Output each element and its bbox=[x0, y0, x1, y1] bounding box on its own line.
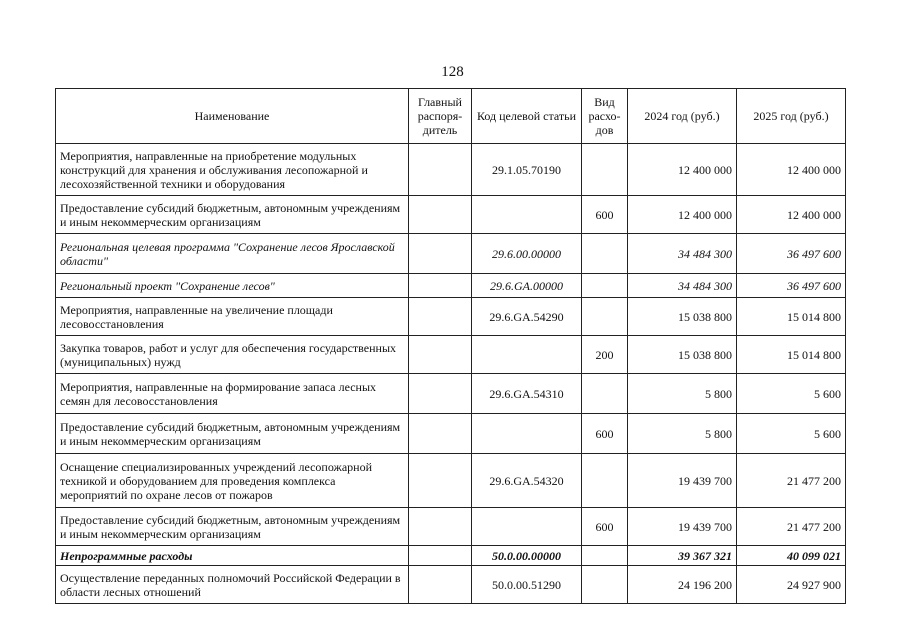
table-row bbox=[56, 454, 846, 508]
cell-expense-type bbox=[582, 234, 628, 274]
cell-name: Мероприятия, направленные на увеличение площади лесовосстановления bbox=[56, 298, 409, 336]
cell-2025: 15 014 800 bbox=[737, 336, 846, 374]
cell-manager bbox=[409, 144, 472, 196]
cell-name: Региональная целевая программа "Сохранение лесов Ярославской области" bbox=[56, 234, 409, 274]
table-row bbox=[56, 274, 846, 298]
cell-manager bbox=[409, 298, 472, 336]
header-2024: 2024 год (руб.) bbox=[628, 89, 737, 144]
cell-code: 29.1.05.70190 bbox=[472, 144, 582, 196]
cell-name: Мероприятия, направленные на формирование запаса лесных семян для лесовосстановления bbox=[56, 374, 409, 414]
cell-2025: 36 497 600 bbox=[737, 274, 846, 298]
cell-2024: 39 367 321 bbox=[628, 546, 737, 566]
cell-2025: 36 497 600 bbox=[737, 234, 846, 274]
cell-manager bbox=[409, 508, 472, 546]
cell-expense-type: 600 bbox=[582, 196, 628, 234]
cell-name: Мероприятия, направленные на приобретение модульных конструкций для хранения и обслуживания лесопожарной и лесохозяйственной техники и оборудования bbox=[56, 144, 409, 196]
cell-code: 50.0.00.51290 bbox=[472, 566, 582, 604]
cell-name: Осуществление переданных полномочий Российской Федерации в области лесных отношений bbox=[56, 566, 409, 604]
cell-code: 29.6.GA.00000 bbox=[472, 274, 582, 298]
cell-2025: 5 600 bbox=[737, 374, 846, 414]
table-row bbox=[56, 374, 846, 414]
cell-name: Непрограммные расходы bbox=[56, 546, 409, 566]
page-number: 128 bbox=[441, 64, 464, 80]
header-code: Код целевой статьи bbox=[472, 89, 582, 144]
table-header-row bbox=[56, 89, 846, 144]
cell-manager bbox=[409, 546, 472, 566]
cell-code bbox=[472, 196, 582, 234]
cell-code bbox=[472, 414, 582, 454]
cell-2025: 12 400 000 bbox=[737, 144, 846, 196]
cell-expense-type bbox=[582, 546, 628, 566]
cell-code: 29.6.00.00000 bbox=[472, 234, 582, 274]
cell-name: Закупка товаров, работ и услуг для обеспечения государственных (муниципальных) нужд bbox=[56, 336, 409, 374]
cell-2024: 24 196 200 bbox=[628, 566, 737, 604]
cell-name: Оснащение специализированных учреждений лесопожарной техникой и оборудованием для проведения комплекса мероприятий по охране лесов от пожаров bbox=[56, 454, 409, 508]
table-body bbox=[56, 144, 846, 604]
cell-2024: 34 484 300 bbox=[628, 234, 737, 274]
cell-2024: 5 800 bbox=[628, 414, 737, 454]
cell-expense-type: 600 bbox=[582, 414, 628, 454]
cell-expense-type bbox=[582, 274, 628, 298]
cell-code bbox=[472, 508, 582, 546]
cell-name: Предоставление субсидий бюджетным, автономным учреждениям и иным некоммерческим организациям bbox=[56, 508, 409, 546]
cell-expense-type: 600 bbox=[582, 508, 628, 546]
cell-code bbox=[472, 336, 582, 374]
cell-name: Предоставление субсидий бюджетным, автономным учреждениям и иным некоммерческим организациям bbox=[56, 196, 409, 234]
cell-manager bbox=[409, 196, 472, 234]
header-manager: Главный распоря-дитель bbox=[409, 89, 472, 144]
cell-2024: 19 439 700 bbox=[628, 508, 737, 546]
table-row bbox=[56, 508, 846, 546]
cell-expense-type bbox=[582, 144, 628, 196]
budget-table bbox=[55, 88, 846, 604]
cell-2024: 34 484 300 bbox=[628, 274, 737, 298]
table-row bbox=[56, 196, 846, 234]
cell-2025: 21 477 200 bbox=[737, 508, 846, 546]
header-name: Наименование bbox=[56, 89, 409, 144]
cell-code: 50.0.00.00000 bbox=[472, 546, 582, 566]
cell-manager bbox=[409, 566, 472, 604]
cell-manager bbox=[409, 414, 472, 454]
cell-2024: 12 400 000 bbox=[628, 196, 737, 234]
cell-2024: 19 439 700 bbox=[628, 454, 737, 508]
cell-2024: 5 800 bbox=[628, 374, 737, 414]
cell-expense-type bbox=[582, 454, 628, 508]
cell-2025: 24 927 900 bbox=[737, 566, 846, 604]
table-row bbox=[56, 298, 846, 336]
cell-manager bbox=[409, 454, 472, 508]
cell-2025: 15 014 800 bbox=[737, 298, 846, 336]
cell-manager bbox=[409, 274, 472, 298]
cell-expense-type bbox=[582, 374, 628, 414]
header-expense-type: Вид расхо-дов bbox=[582, 89, 628, 144]
header-2025: 2025 год (руб.) bbox=[737, 89, 846, 144]
cell-code: 29.6.GA.54310 bbox=[472, 374, 582, 414]
table-row bbox=[56, 546, 846, 566]
cell-2024: 12 400 000 bbox=[628, 144, 737, 196]
cell-code: 29.6.GA.54290 bbox=[472, 298, 582, 336]
cell-manager bbox=[409, 374, 472, 414]
table-row bbox=[56, 566, 846, 604]
cell-manager bbox=[409, 234, 472, 274]
cell-code: 29.6.GA.54320 bbox=[472, 454, 582, 508]
cell-manager bbox=[409, 336, 472, 374]
cell-2025: 21 477 200 bbox=[737, 454, 846, 508]
cell-2025: 12 400 000 bbox=[737, 196, 846, 234]
cell-2025: 5 600 bbox=[737, 414, 846, 454]
cell-expense-type bbox=[582, 566, 628, 604]
table-row bbox=[56, 336, 846, 374]
cell-2024: 15 038 800 bbox=[628, 298, 737, 336]
cell-2024: 15 038 800 bbox=[628, 336, 737, 374]
cell-expense-type: 200 bbox=[582, 336, 628, 374]
table-row bbox=[56, 144, 846, 196]
table-row bbox=[56, 414, 846, 454]
cell-name: Предоставление субсидий бюджетным, автономным учреждениям и иным некоммерческим организациям bbox=[56, 414, 409, 454]
cell-expense-type bbox=[582, 298, 628, 336]
table-row bbox=[56, 234, 846, 274]
cell-name: Региональный проект "Сохранение лесов" bbox=[56, 274, 409, 298]
cell-2025: 40 099 021 bbox=[737, 546, 846, 566]
